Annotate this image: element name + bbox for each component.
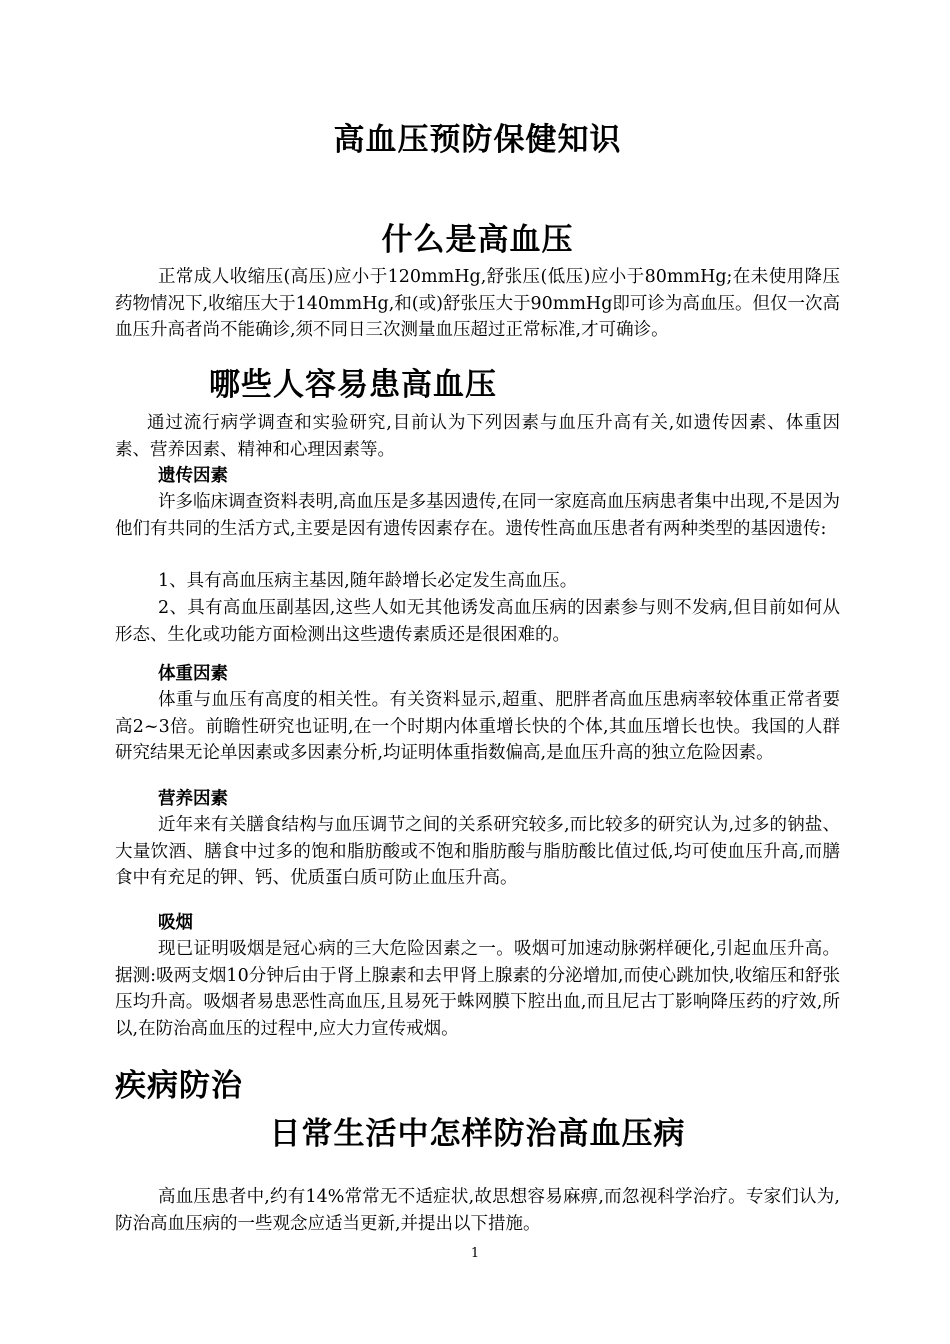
- subheading-nutrition: 营养因素: [158, 789, 228, 809]
- subheading-smoking: 吸烟: [158, 913, 193, 933]
- paragraph-nutrition: 近年来有关膳食结构与血压调节之间的关系研究较多,而比较多的研究认为,过多的钠盐、大量饮酒、膳食中过多的饱和脂肪酸或不饱和脂肪酸与脂肪酸比值过低,均可使血压升高,而膳食中有充足的钾、钙、优质蛋白质可防止血压升高。: [115, 815, 840, 888]
- section-heading-what: 什么是高血压: [381, 222, 574, 258]
- list-item-genetic-1: 1、具有高血压病主基因,随年龄增长必定发生高血压。: [158, 571, 578, 591]
- subheading-weight: 体重因素: [158, 664, 228, 684]
- paragraph-smoking: 现已证明吸烟是冠心病的三大危险因素之一。吸烟可加速动脉粥样硬化,引起血压升高。据测:吸两支烟10分钟后由于肾上腺素和去甲肾上腺素的分泌增加,而使心跳加快,收缩压和舒张压均升高。吸烟者易患恶性高血压,且易死于蛛网膜下腔出血,而且尼古丁影响降压药的疗效,所以,在防治高血压的过程中,应大力宣传戒烟。: [115, 939, 840, 1039]
- paragraph-weight: 体重与血压有高度的相关性。有关资料显示,超重、肥胖者高血压患病率较体重正常者要高2~3倍。前瞻性研究也证明,在一个时期内体重增长快的个体,其血压增长也快。我国的人群研究结果无论单因素或多因素分析,均证明体重指数偏高,是血压升高的独立危险因素。: [115, 690, 840, 763]
- paragraph-genetic: 许多临床调查资料表明,高血压是多基因遗传,在同一家庭高血压病患者集中出现,不是因为他们有共同的生活方式,主要是因有遗传因素存在。遗传性高血压患者有两种类型的基因遗传:: [115, 492, 840, 539]
- list-item-genetic-2: 2、具有高血压副基因,这些人如无其他诱发高血压病的因素参与则不发病,但目前如何从形态、生化或功能方面检测出这些遗传素质还是很困难的。: [115, 598, 840, 645]
- section-subheading-daily: 日常生活中怎样防治高血压病: [269, 1116, 686, 1152]
- section-heading-prevention: 疾病防治: [115, 1068, 243, 1104]
- paragraph-who-intro: 通过流行病学调查和实验研究,目前认为下列因素与血压升高有关,如遗传因素、体重因素、营养因素、精神和心理因素等。: [115, 413, 840, 460]
- paragraph-prevention: 高血压患者中,约有14%常常无不适症状,故思想容易麻痹,而忽视科学治疗。专家们认为,防治高血压病的一些观念应适当更新,并提出以下措施。: [115, 1187, 840, 1234]
- paragraph-what: 正常成人收缩压(高压)应小于120mmHg,舒张压(低压)应小于80mmHg;在未使用降压药物情况下,收缩压大于140mmHg,和(或)舒张压大于90mmHg即可诊为高血压。但仅一次高血压升高者尚不能确诊,须不同日三次测量血压超过正常标准,才可确诊。: [115, 267, 840, 340]
- subheading-genetic: 遗传因素: [158, 466, 228, 486]
- document-title: 高血压预防保健知识: [333, 122, 622, 158]
- page-number: 1: [470, 1246, 480, 1261]
- section-heading-who: 哪些人容易患高血压: [209, 367, 497, 403]
